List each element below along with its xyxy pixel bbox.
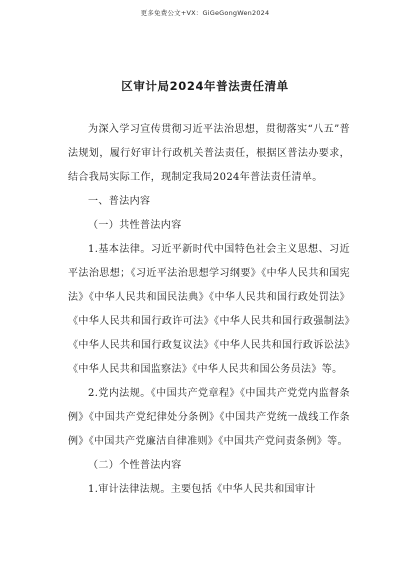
section-heading-1: 一、普法内容 [88,196,151,207]
header-note: 更多免费公文+VX：GiGeGongWen2024 [140,9,270,17]
document-title: 区审计局2024年普法责任清单 [121,79,289,93]
intro-paragraph: 为深入学习宣传贯彻习近平法治思想，贯彻落实“八五”普法规划，履行好审计行政机关普法责任，根据区普法办要求，结合我局实际工作，现制定我局2024年普法责任清单。 [68,124,350,183]
item-party-regulations: 2.党内法规。《中国共产党章程》《中国共产党党内监督条例》《中国共产党纪律处分条例》《中国共产党统一战线工作条例》《中国共产党廉洁自律准则》《中国共产党问责条例》等。 [68,388,350,447]
item-basic-laws: 1.基本法律。习近平新时代中国特色社会主义思想、习近平法治思想；《习近平法治思想学习纲要》《中华人民共和国宪法》《中华人民共和国民法典》《中华人民共和国行政处罚法》《中华人民共和国行政许可法》《中华人民共和国行政强制法》《中华人民共和国行政复议法》《中华人民共和国行政诉讼法》《中华人民共和国监察法》《中华人民共和国公务员法》等。 [68,244,350,375]
item-audit-laws: 1.审计法律法规。主要包括《中华人民共和国审计 [88,484,316,495]
subsection-heading-2: （二）个性普法内容 [88,460,182,471]
subsection-heading-1: （一）共性普法内容 [88,220,182,231]
document-body [68,118,350,502]
